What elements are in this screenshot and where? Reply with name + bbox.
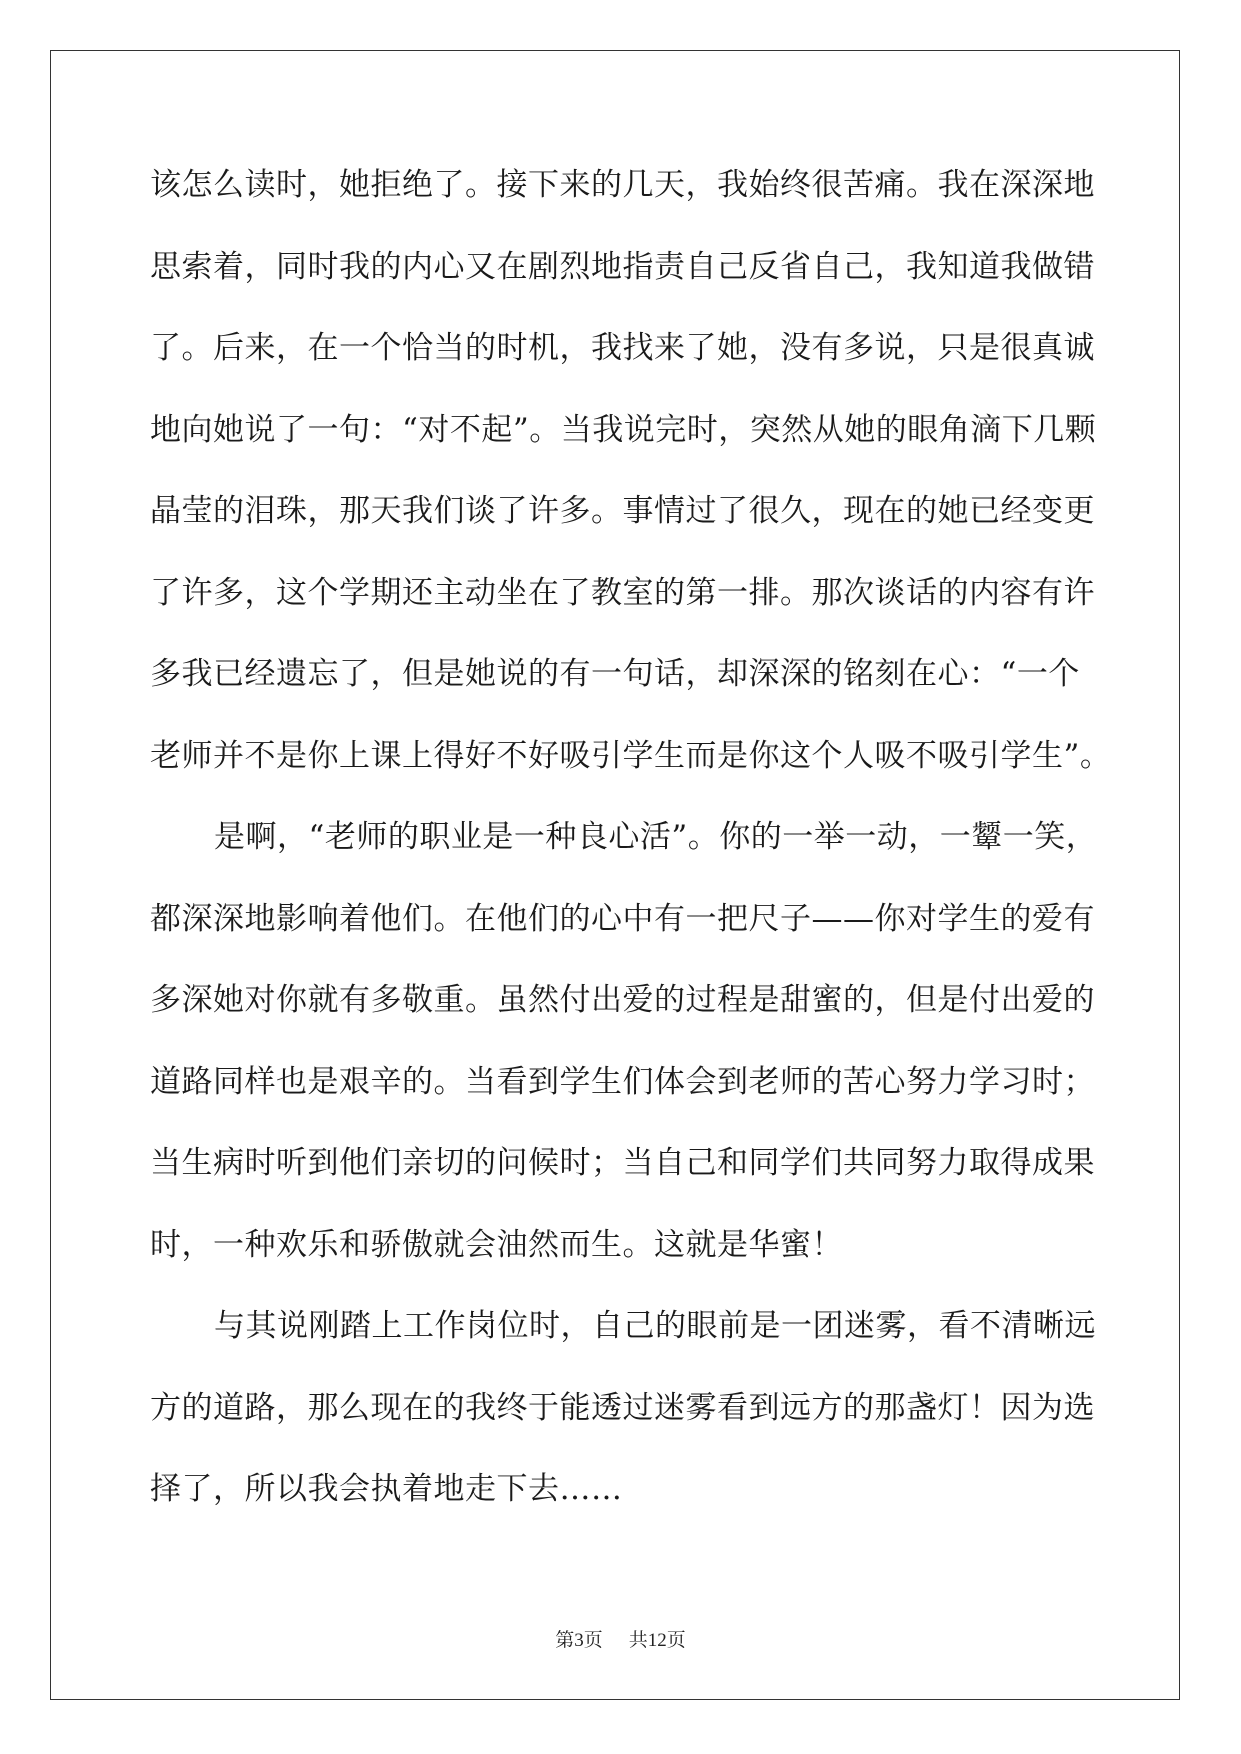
text-line: 时，一种欢乐和骄傲就会油然而生。这就是华蜜！ [150, 1226, 843, 1263]
text-line: 老师并不是你上课上得好不好吸引学生而是你这个人吸不吸引学生”。 [150, 737, 1112, 774]
text-line: 多我已经遗忘了，但是她说的有一句话，却深深的铭刻在心：“一个 [150, 656, 1080, 692]
text-line: 方的道路，那么现在的我终于能透过迷雾看到远方的那盏灯！因为选 [150, 1389, 1095, 1426]
page-number: 第3页 [555, 1630, 603, 1651]
paragraph-start-line: 是啊，“老师的职业是一种良心活”。你的一举一动，一颦一笑， [214, 819, 1098, 855]
text-line: 多深她对你就有多敬重。虽然付出爱的过程是甜蜜的，但是付出爱的 [150, 982, 1095, 1018]
text-line: 思索着，同时我的内心又在剧烈地指责自己反省自己，我知道我做错 [150, 248, 1095, 285]
text-line: 道路同样也是艰辛的。当看到学生们体会到老师的苦心努力学习时； [150, 1063, 1095, 1100]
text-line: 地向她说了一句：“对不起”。当我说完时，突然从她的眼角滴下几颗 [150, 411, 1097, 448]
page-footer [0, 1625, 1241, 1652]
text-line: 了。后来，在一个恰当的时机，我找来了她，没有多说，只是很真诚 [150, 330, 1095, 366]
text-line: 了许多，这个学期还主动坐在了教室的第一排。那次谈话的内容有许 [150, 574, 1095, 611]
page-total: 共12页 [628, 1630, 686, 1651]
document-body [150, 160, 1112, 1546]
text-line: 晶莹的泪珠，那天我们谈了许多。事情过了很久，现在的她已经变更 [150, 493, 1095, 529]
text-line: 择了，所以我会执着地走下去…… [150, 1471, 623, 1507]
text-line: 当生病时听到他们亲切的问候时；当自己和同学们共同努力取得成果 [150, 1145, 1095, 1181]
text-line: 都深深地影响着他们。在他们的心中有一把尺子——你对学生的爱有 [150, 900, 1095, 937]
paragraph-start-line: 与其说刚踏上工作岗位时，自己的眼前是一团迷雾，看不清晰远 [214, 1308, 1096, 1344]
text-line: 该怎么读时，她拒绝了。接下来的几天，我始终很苦痛。我在深深地 [150, 167, 1095, 203]
